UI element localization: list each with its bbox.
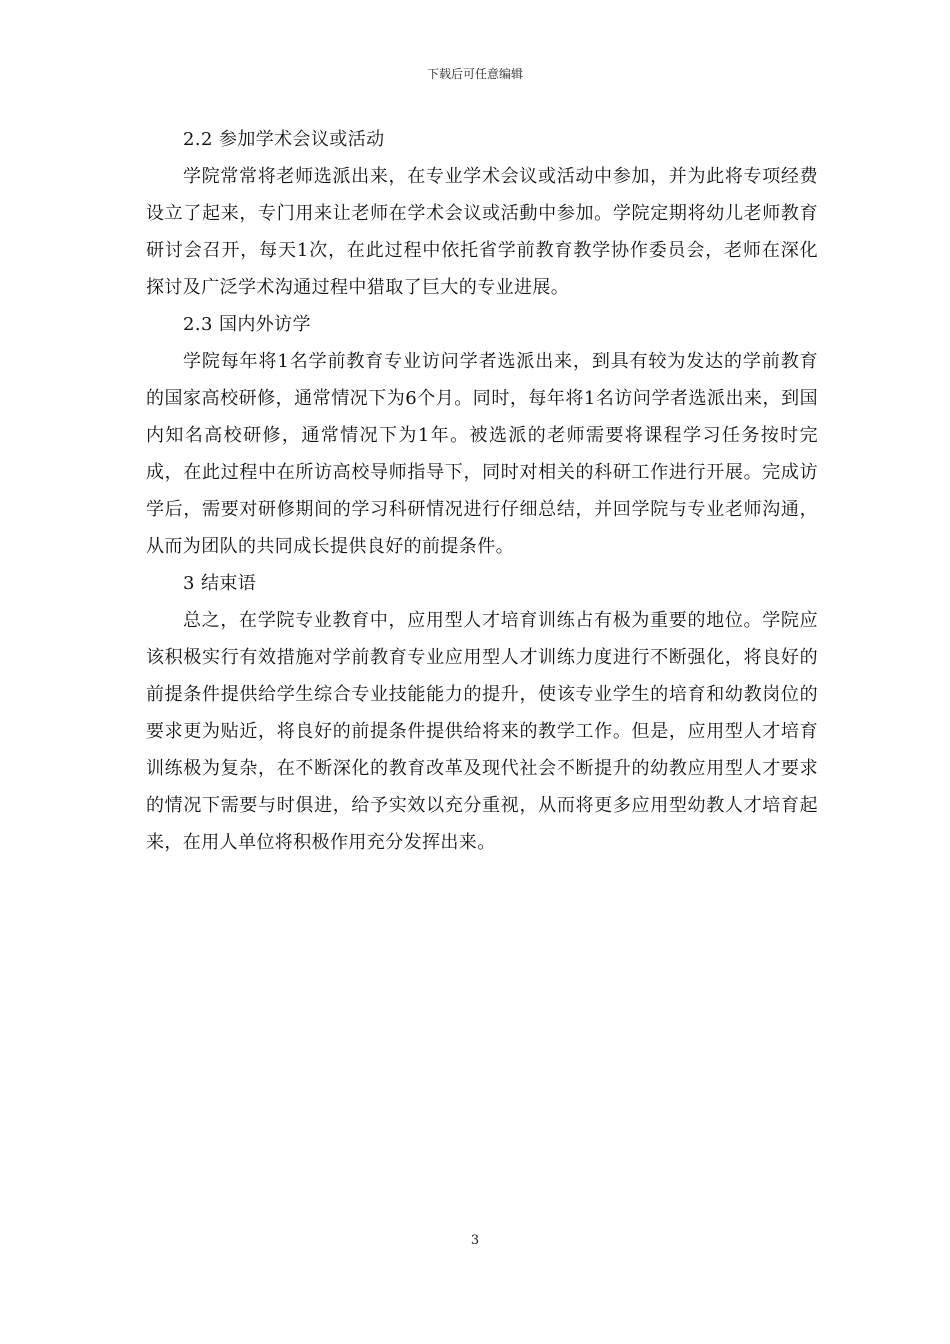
section-heading-3: 3 结束语 [183,573,257,594]
section-heading-2-3: 2.3 国内外访学 [183,314,311,335]
page-number: 3 [470,1233,480,1248]
section-paragraph-3: 总之，在学院专业教育中，应用型人才培育训练占有极为重要的地位。学院应该积极实行有效措施对学前教育专业应用型人才训练力度进行不断强化，将良好的前提条件提供给学生综合专业技能能力的提升，使该专业学生的培育和幼教岗位的要求更为贴近，将良好的前提条件提供给将来的教学工作。但是，应用型人才培育训练极为复杂，在不断深化的教育改革及现代社会不断提升的幼教应用型人才要求的情况下需要与时俱进，给予实效以充分重视，从而将更多应用型幼教人才培育起来，在用人单位将积极作用充分发挥出来。 [146,610,818,853]
document-body [146,121,818,861]
section-heading-2-2: 2.2 参加学术会议或活动 [183,129,385,150]
page-header: 下载后可任意编辑 [426,67,523,81]
section-paragraph-2-3: 学院每年将1名学前教育专业访问学者选派出来，到具有较为发达的学前教育的国家高校研修，通常情况下为6个月。同时，每年将1名访问学者选派出来，到国内知名高校研修，通常情况下为1年。被选派的老师需要将课程学习任务按时完成，在此过程中在所访高校导师指导下，同时对相关的科研工作进行开展。完成访学后，需要对研修期间的学习科研情况进行仔细总结，并回学院与专业老师沟通，从而为团队的共同成长提供良好的前提条件。 [146,351,818,557]
section-paragraph-2-2: 学院常常将老师选派出来，在专业学术会议或活动中参加，并为此将专项经费设立了起来，专门用来让老师在学术会议或活動中参加。学院定期将幼儿老师教育研讨会召开，每天1次，在此过程中依托省学前教育教学协作委员会，老师在深化探讨及广泛学术沟通过程中猎取了巨大的专业进展。 [146,166,818,298]
